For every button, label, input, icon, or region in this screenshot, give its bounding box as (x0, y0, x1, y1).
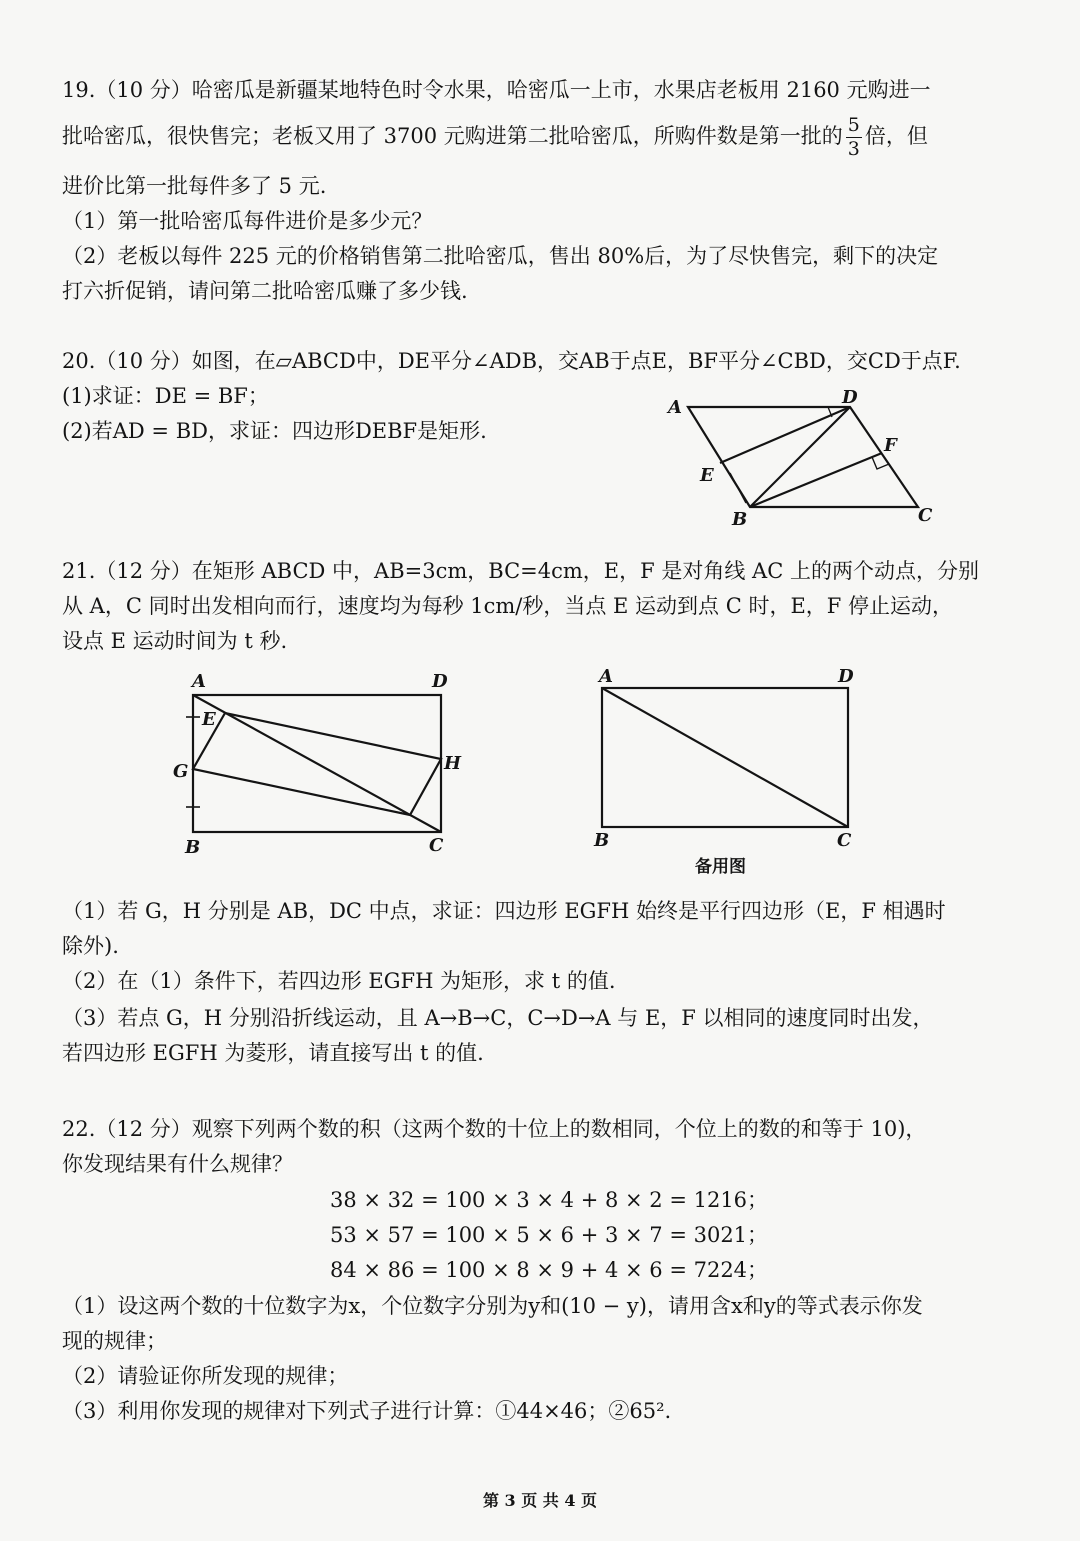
q21-line1: 21.（12 分）在矩形 ABCD 中，AB=3cm，BC=4cm，E，F 是对角线 AC 上的两个动点，分别 (62, 559, 979, 583)
q19-sub1: （1）第一批哈密瓜每件进价是多少元？ (62, 209, 433, 233)
label-h: H (444, 753, 462, 774)
label-c: C (918, 505, 933, 526)
label-a: A (192, 671, 206, 692)
label-b: B (732, 509, 748, 530)
label-d: D (432, 671, 448, 692)
label-g: G (173, 761, 189, 782)
q22-equation-3: 84 × 86 = 100 × 8 × 9 + 4 × 6 = 7224； (330, 1258, 769, 1282)
q21-sub1-line2: 除外). (62, 934, 119, 958)
segment-bf (750, 453, 882, 507)
q22-sub3: （3）利用你发现的规律对下列式子进行计算：①44×46；②65². (62, 1399, 672, 1423)
label-d: D (842, 387, 858, 408)
rectangle-figure-main (170, 665, 480, 860)
q22-sub2: （2）请验证你所发现的规律； (62, 1364, 349, 1388)
q19-line2-post: 倍，但 (864, 124, 928, 148)
q22-equation-2: 53 × 57 = 100 × 5 × 6 + 3 × 7 = 3021； (330, 1223, 769, 1247)
q19-sub2-line2: 打六折促销，请问第二批哈密瓜赚了多少钱. (62, 279, 468, 303)
label-d: D (838, 666, 854, 687)
q19-line3: 进价比第一批每件多了 5 元. (62, 174, 327, 198)
q20-sub2: (2)若AD = BD，求证：四边形DEBF是矩形. (62, 419, 487, 443)
spare-figure-caption: 备用图 (695, 857, 746, 877)
parallelogram-abcd (688, 407, 918, 507)
label-a: A (599, 666, 613, 687)
fraction-denominator: 3 (847, 138, 860, 160)
label-b: B (594, 830, 610, 851)
fraction-numerator: 5 (847, 114, 860, 136)
q22-equation-1: 38 × 32 = 100 × 3 × 4 + 8 × 2 = 1216； (330, 1188, 769, 1212)
fraction-five-thirds (846, 116, 862, 159)
q19-sub2-line1: （2）老板以每件 225 元的价格销售第二批哈密瓜，售出 80%后，为了尽快售完，剩下的决定 (62, 244, 939, 268)
label-c: C (837, 830, 852, 851)
page-footer: 第 3 页 共 4 页 (482, 1491, 598, 1510)
q19-line2-pre: 批哈密瓜，很快售完；老板又用了 3700 元购进第二批哈密瓜，所购件数是第一批的 (62, 124, 843, 148)
label-a: A (668, 397, 682, 418)
q21-sub2: （2）在（1）条件下，若四边形 EGFH 为矩形，求 t 的值. (62, 969, 616, 993)
mark-e-tick (730, 473, 746, 503)
q21-line2: 从 A，C 同时出发相向而行，速度均为每秒 1cm/秒，当点 E 运动到点 C 时，E，F 停止运动， (62, 594, 954, 618)
q21-sub3-line2: 若四边形 EGFH 为菱形，请直接写出 t 的值. (62, 1041, 484, 1065)
q22-line2: 你发现结果有什么规律？ (62, 1152, 293, 1176)
parallelogram-figure (660, 385, 950, 535)
q19-line1: 19.（10 分）哈密瓜是新疆某地特色时令水果，哈密瓜一上市，水果店老板用 2160 元购进一 (62, 78, 931, 102)
q19-line2 (62, 116, 928, 159)
label-c: C (429, 835, 444, 856)
q21-line3: 设点 E 运动时间为 t 秒. (62, 629, 288, 653)
q22-line1: 22.（12 分）观察下列两个数的积（这两个数的十位上的数相同，个位上的数的和等于 10)， (62, 1117, 927, 1141)
q22-sub1-line1: （1）设这两个数的十位数字为x，个位数字分别为y和(10 − y)，请用含x和y的等式表示你发 (62, 1294, 923, 1318)
q21-sub1-line1: （1）若 G，H 分别是 AB，DC 中点，求证：四边形 EGFH 始终是平行四边形（E，F 相遇时 (62, 899, 946, 923)
diagonal-bd (750, 407, 850, 507)
q20-line1: 20.（10 分）如图，在▱ABCD中，DE平分∠ADB，交AB于点E，BF平分∠CBD，交CD于点F. (62, 349, 961, 373)
label-f: F (884, 435, 897, 456)
segment-de (720, 407, 850, 463)
q20-sub1: (1)求证：DE = BF； (62, 384, 269, 408)
label-b: B (185, 837, 201, 858)
q21-sub3-line1: （3）若点 G，H 分别沿折线运动，且 A→B→C，C→D→A 与 E，F 以相同的速度同时出发， (62, 1006, 934, 1030)
diagonal-ac (602, 688, 848, 827)
diagonal-ac (193, 695, 441, 832)
label-e: E (700, 465, 714, 486)
q22-sub1-line2: 现的规律； (62, 1329, 167, 1353)
rectangle-figure-spare (585, 660, 875, 855)
label-e: E (202, 709, 216, 730)
